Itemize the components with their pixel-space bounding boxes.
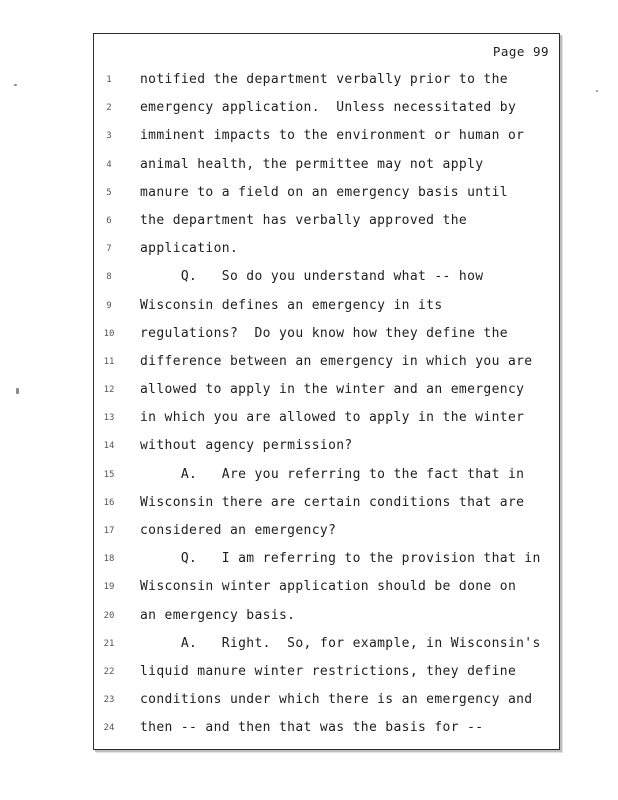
line-text: conditions under which there is an emergency and [140, 692, 533, 708]
transcript-line [94, 235, 559, 263]
line-text: allowed to apply in the winter and an emergency [140, 382, 525, 398]
transcript-line [94, 404, 559, 432]
line-number: 7 [106, 244, 112, 255]
line-text: Wisconsin there are certain conditions that are [140, 494, 525, 510]
transcript-line [94, 517, 559, 545]
line-text: notified the department verbally prior to the [140, 72, 508, 87]
line-text: Q. I am referring to the provision that in [140, 551, 541, 567]
line-text: regulations? Do you know how they define the [140, 325, 508, 341]
line-text: liquid manure winter restrictions, they define [140, 663, 517, 679]
line-number: 3 [106, 131, 112, 142]
line-number: 16 [103, 497, 115, 508]
transcript-line [94, 179, 559, 207]
transcript-line [94, 545, 559, 573]
line-number: 13 [103, 413, 115, 424]
line-number: 6 [106, 215, 112, 226]
transcript-line [94, 151, 559, 179]
line-text: an emergency basis. [140, 607, 296, 623]
line-number: 4 [106, 159, 112, 170]
line-text: animal health, the permittee may not apply [140, 156, 484, 172]
line-number: 9 [106, 300, 112, 311]
transcript-line [94, 376, 559, 404]
transcript-line [94, 714, 559, 742]
line-number: 8 [106, 272, 112, 283]
line-number: 2 [106, 103, 112, 114]
line-text: the department has verbally approved the [140, 212, 468, 228]
transcript-line [94, 320, 559, 348]
transcript-line [94, 348, 559, 376]
transcript-line [94, 461, 559, 489]
transcript-line [94, 602, 559, 630]
transcript-line [94, 207, 559, 235]
line-text: Wisconsin winter application should be done on [140, 579, 517, 595]
line-text: A. Right. So, for example, in Wisconsin's [140, 635, 541, 651]
transcript-lines [94, 66, 559, 743]
line-text: without agency permission? [140, 438, 353, 454]
transcript-line [94, 94, 559, 122]
line-text: difference between an emergency in which you are [140, 353, 533, 369]
page-number: Page 99 [492, 44, 549, 59]
line-text: Q. So do you understand what -- how [140, 269, 484, 285]
line-text: application. [140, 241, 239, 257]
line-number: 5 [106, 187, 112, 198]
line-text: A. Are you referring to the fact that in [140, 466, 525, 482]
line-number: 22 [103, 666, 115, 677]
line-number: 19 [103, 582, 115, 593]
line-text: considered an emergency? [140, 523, 337, 538]
line-number: 1 [106, 75, 112, 85]
transcript-line [94, 432, 559, 460]
transcript-line [94, 658, 559, 686]
line-text: then -- and then that was the basis for -- [140, 720, 484, 736]
transcript-line [94, 630, 559, 658]
scan-speck [596, 90, 598, 92]
transcript-line [94, 573, 559, 601]
transcript-line [94, 122, 559, 150]
line-number: 10 [103, 328, 115, 339]
line-number: 21 [103, 638, 115, 649]
line-number: 18 [103, 554, 115, 565]
transcript-line [94, 292, 559, 320]
line-number: 12 [103, 385, 115, 396]
line-text: Wisconsin defines an emergency in its [140, 297, 443, 313]
scan-speck [14, 84, 17, 86]
transcript-line [94, 263, 559, 291]
line-text: manure to a field on an emergency basis until [140, 184, 508, 200]
line-number: 23 [103, 695, 115, 706]
transcript-line [94, 686, 559, 714]
line-text: imminent impacts to the environment or human or [140, 128, 525, 144]
line-text: in which you are allowed to apply in the winter [140, 410, 525, 426]
line-number: 24 [103, 723, 115, 734]
transcript-line [94, 66, 559, 94]
line-number: 15 [103, 469, 115, 480]
line-number: 14 [103, 441, 115, 452]
line-number: 11 [103, 356, 115, 367]
scan-speck [16, 388, 19, 394]
transcript-page [93, 33, 560, 750]
line-number: 17 [103, 526, 115, 536]
transcript-line [94, 489, 559, 517]
line-text: emergency application. Unless necessitated by [140, 100, 517, 116]
line-number: 20 [103, 610, 115, 621]
